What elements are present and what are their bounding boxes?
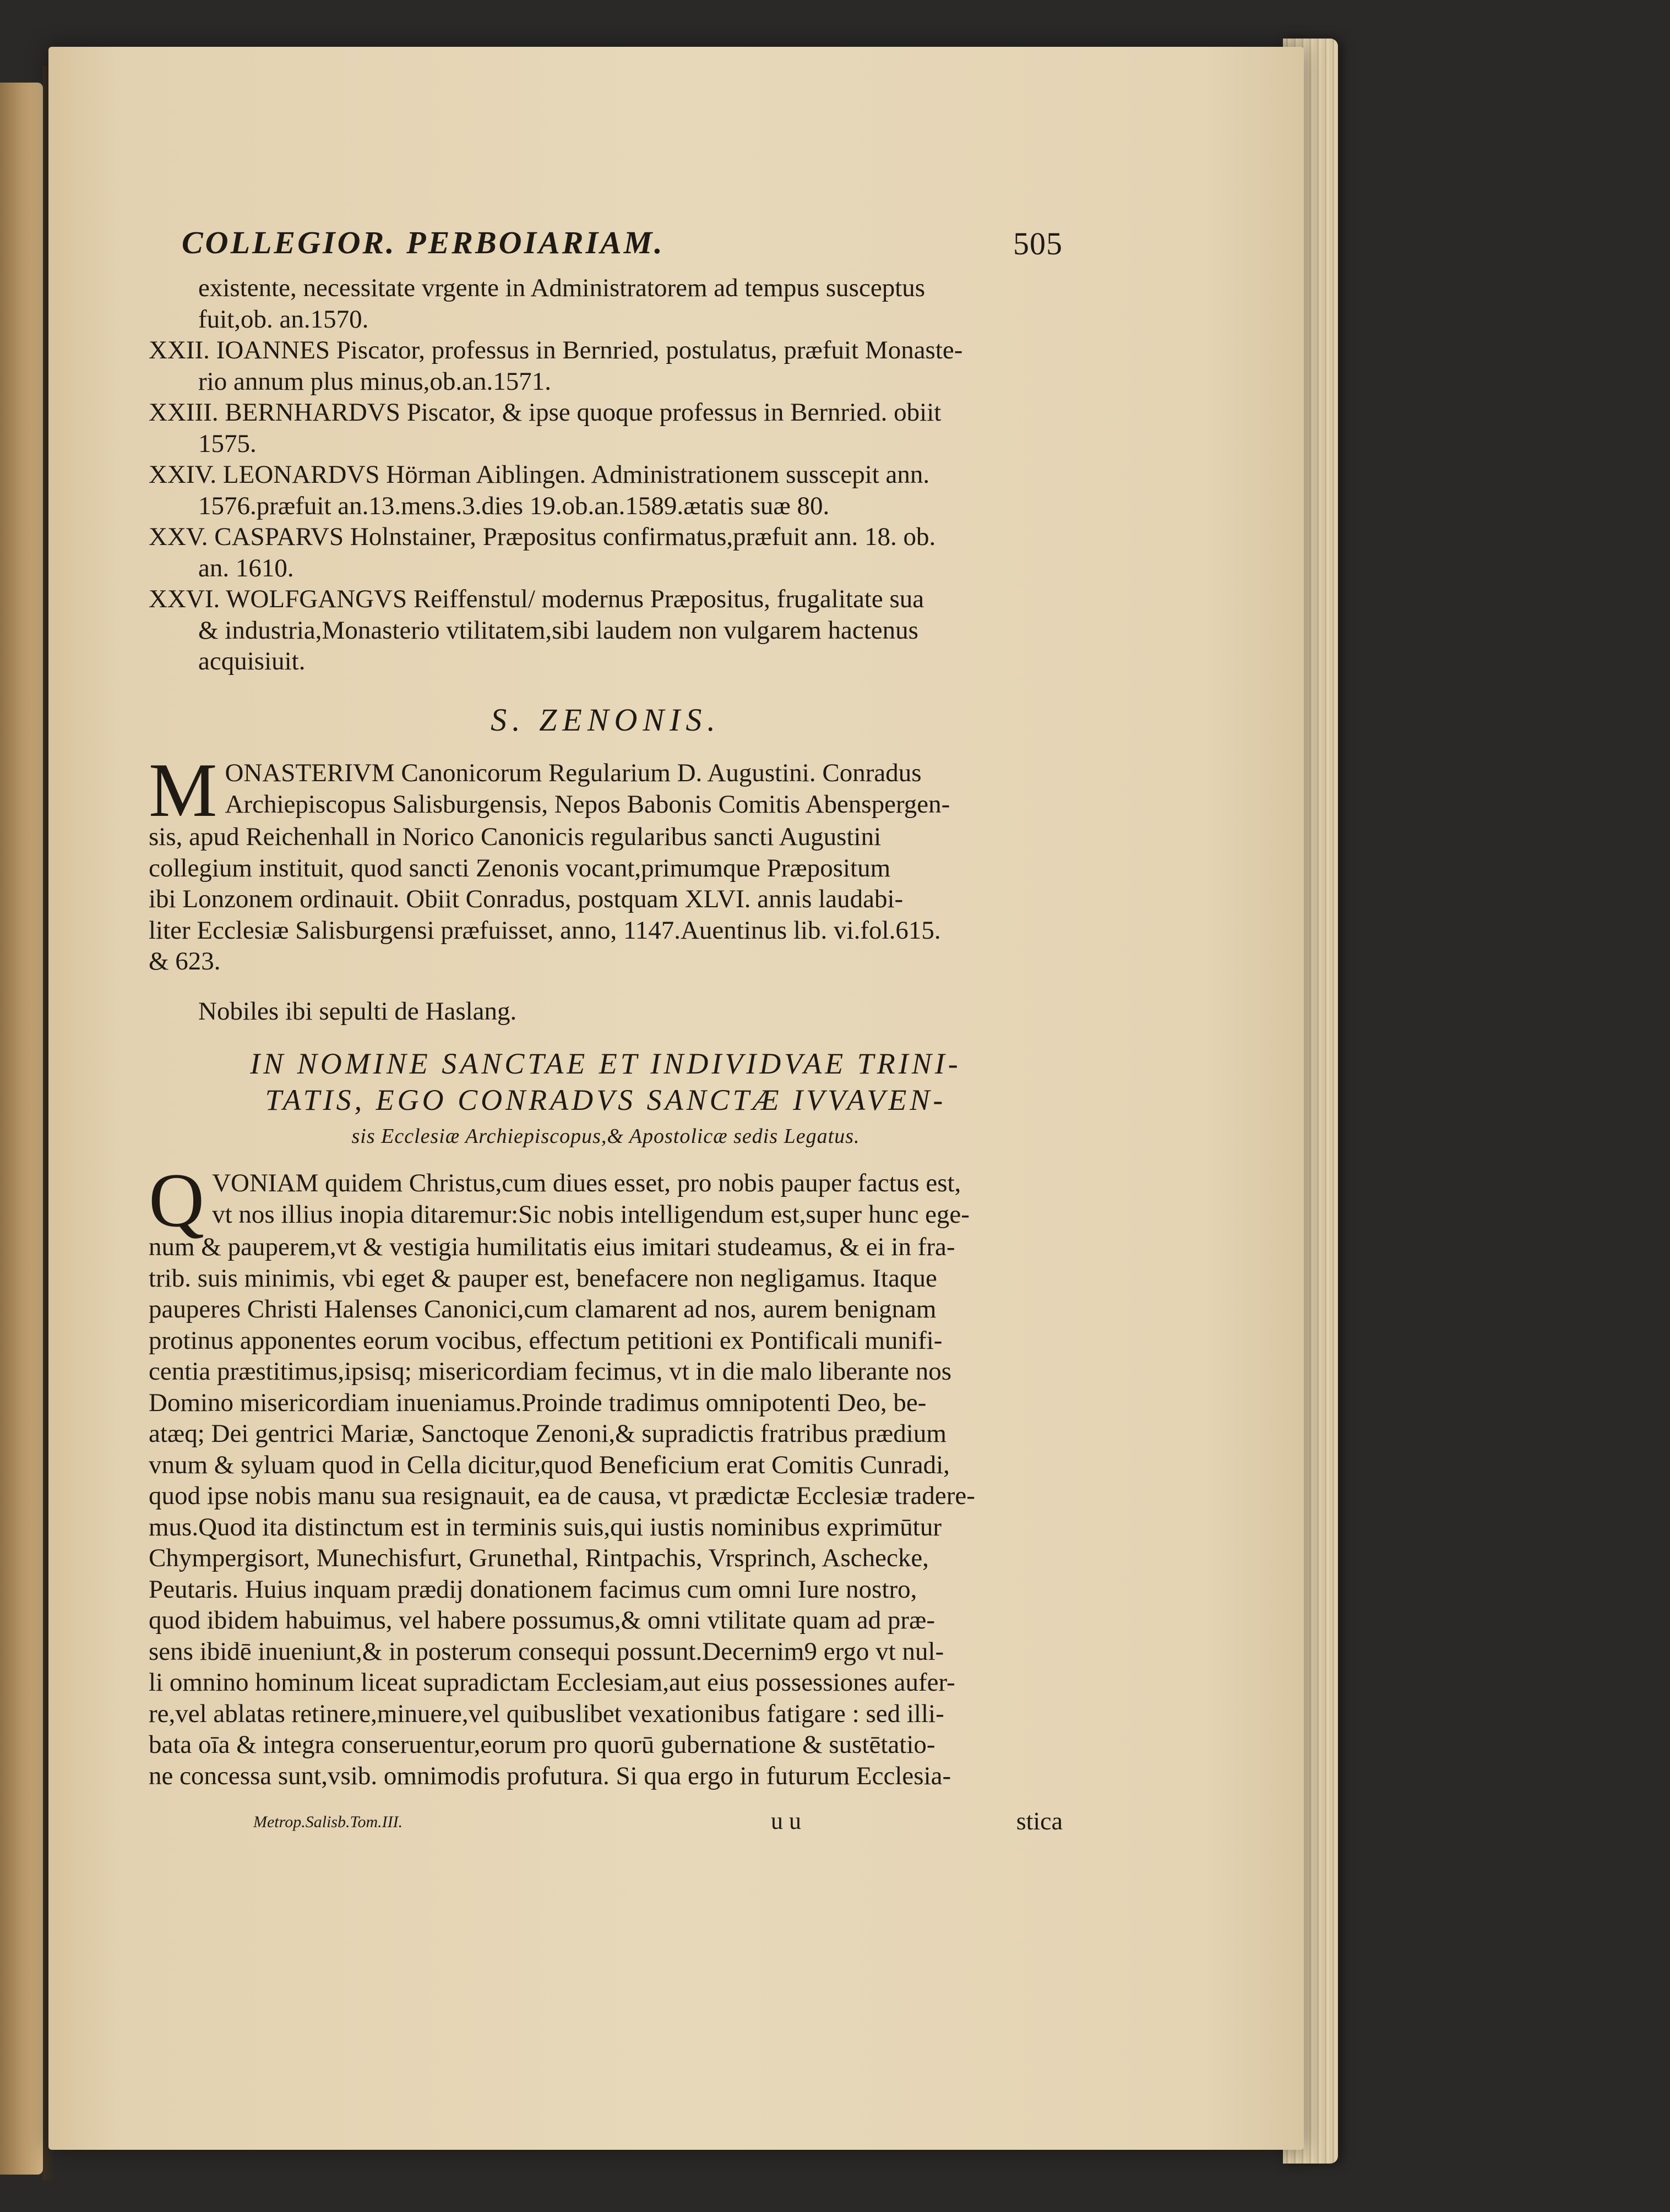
text-line: Archiepiscopus Salisburgensis, Nepos Babonis Comitis Abenspergen- [225,789,950,819]
text-line: Peutaris. Huius inquam prædij donationem facimus cum omni Iure nostro, [149,1574,917,1604]
entry-line: XXIV. LEONARDVS Hörman Aiblingen. Administrationem susscepit ann. [149,460,930,489]
text-line: centia præstitimus,ipsisq; misericordiam fecimus, vt in die malo liberante nos [149,1357,952,1386]
text-line: liter Ecclesiæ Salisburgensi præfuisset, anno, 1147.Auentinus lib. vi.fol.615. [149,916,941,945]
page-number: 505 [1013,226,1063,261]
entry-line: XXVI. WOLFGANGVS Reiffenstul/ modernus Præpositus, frugalitate sua [149,585,924,613]
page-text [149,223,1063,1841]
entry-line: 1575. [198,429,257,458]
text-line: & 623. [149,947,221,976]
list-item [149,397,1063,459]
text-line: bata oīa & integra conseruentur,eorum pro quorū gubernatione & sustētatio- [149,1730,935,1759]
entry-line: XXIII. BERNHARDVS Piscator, & ipse quoque professus in Bernried. obiit [149,398,942,427]
text-line: ONASTERIVM Canonicorum Regularium D. Augustini. Conradus [225,759,922,787]
section-heading: S. ZENONIS. [491,701,721,738]
list-item [149,335,1063,397]
paragraph-zenonis [149,748,1063,977]
catchword: stica [1016,1807,1063,1835]
list-item [149,521,1063,584]
text-line: trib. suis minimis, vbi eget & pauper est, benefacere non negligamus. Itaque [149,1263,937,1293]
text-line: quod ibidem habuimus, vel habere possumus,& omni vtilitate quam ad præ- [149,1606,935,1635]
text-line: ne concessa sunt,vsib. omnimodis profutura. Si qua ergo in futurum Ecclesia- [149,1761,951,1790]
text-line: vt nos illius inopia ditaremur:Sic nobis intelligendum est,super hunc ege- [212,1200,970,1229]
text-line: pauperes Christi Halenses Canonici,cum clamarent ad nos, aurem benignam [149,1295,937,1323]
text-line: Domino misericordiam inueniamus.Proinde tradimus omnipotenti Deo, be- [149,1388,927,1417]
text-line: atæq; Dei gentrici Mariæ, Sanctoque Zenoni,& supradictis fratribus prædium [149,1419,946,1448]
text-line: num & pauperem,vt & vestigia humilitatis eius imitari studeamus, & ei in fra- [149,1233,955,1261]
list-item [149,459,1063,521]
entry-line: rio annum plus minus,ob.an.1571. [198,367,551,396]
burial-note: Nobiles ibi sepulti de Haslang. [198,996,517,1026]
list-item [149,584,1063,677]
facing-page-edge [0,83,43,2175]
running-head-title: COLLEGIOR. PERBOIARIAM. [182,225,665,260]
text-line: collegium instituit, quod sancti Zenonis vocant,primumque Præpositum [149,853,891,882]
drop-cap: M [149,748,217,833]
entry-line: & industria,Monasterio vtilitatem,sibi laudem non vulgarem hactenus [198,615,918,645]
entry-line: existente, necessitate vrgente in Administratorem ad tempus susceptus [198,274,926,302]
charter-heading-line: TATIS, EGO CONRADVS SANCTÆ IVVAVEN- [265,1083,946,1116]
text-line: protinus apponentes eorum vocibus, effectum petitioni ex Pontificali munifi- [149,1326,943,1355]
entry-line: acquisiuit. [198,647,306,675]
text-line: quod ipse nobis manu sua resignauit, ea de causa, vt prædictæ Ecclesiæ tradere- [149,1481,975,1510]
list-item [149,273,1063,335]
running-head [182,223,1063,273]
text-line: sis, apud Reichenhall in Norico Canonicis regularibus sancti Augustini [149,822,882,851]
entry-line: an. 1610. [198,553,294,582]
charter-heading-line: IN NOMINE SANCTAE ET INDIVIDVAE TRINI- [250,1047,961,1080]
text-line: VONIAM quidem Christus,cum diues esset, pro nobis pauper factus est, [212,1169,961,1197]
entry-line: XXV. CASPARVS Holnstainer, Præpositus confirmatus,præfuit ann. 18. ob. [149,522,936,551]
entry-line: XXII. IOANNES Piscator, professus in Bernried, postulatus, præfuit Monaste- [149,336,963,364]
text-line: mus.Quod ita distinctum est in terminis suis,qui iustis nominibus exprimūtur [149,1512,942,1541]
text-line: Chympergisort, Munechisfurt, Grunethal, Rintpachis, Vrsprinch, Aschecke, [149,1544,929,1572]
text-line: re,vel ablatas retinere,minuere,vel quibuslibet vexationibus fatigare : sed illi- [149,1699,944,1728]
entry-line: fuit,ob. an.1570. [198,304,369,334]
paragraph-charter [149,1158,1063,1791]
text-line: li omnino hominum liceat supradictam Ecclesiam,aut eius possessiones aufer- [149,1668,955,1697]
text-line: vnum & syluam quod in Cella dicitur,quod Beneficium erat Comitis Cunradi, [149,1450,950,1479]
drop-cap: Q [149,1158,205,1243]
text-line: ibi Lonzonem ordinauit. Obiit Conradus, postquam XLVI. annis laudabi- [149,885,904,913]
entry-line: 1576.præfuit an.13.mens.3.dies 19.ob.an.1589.ætatis suæ 80. [198,491,830,520]
footer-volume-note: Metrop.Salisb.Tom.III. [253,1813,403,1831]
charter-heading-line: sis Ecclesiæ Archiepiscopus,& Apostolicæ sedis Legatus. [351,1125,860,1148]
text-line: sens ibidē inueniunt,& in posterum consequi possunt.Decernim9 ergo vt nul- [149,1637,944,1666]
charter-heading [149,1045,1063,1154]
page-footer [149,1802,1063,1841]
signature-mark: u u [771,1807,801,1834]
